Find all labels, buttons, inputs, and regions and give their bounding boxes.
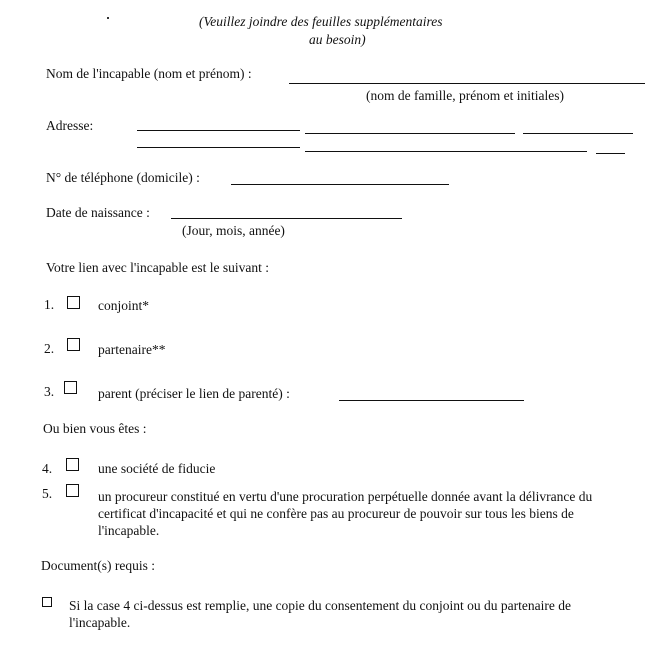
option-2-checkbox[interactable] [67, 338, 80, 351]
address-field-3[interactable] [523, 133, 633, 134]
address-field-6[interactable] [596, 153, 625, 154]
option-3-number: 3. [44, 384, 55, 399]
option-5-checkbox[interactable] [66, 484, 79, 497]
option-3-label: parent (préciser le lien de parenté) : [98, 386, 290, 401]
document-item-text: Si la case 4 ci-dessus est remplie, une copie du consentement du conjoint ou du partenaire de l'incapable. [69, 598, 571, 630]
option-2-number: 2. [44, 341, 55, 356]
option-1-label: conjoint* [98, 298, 149, 313]
birth-field[interactable] [171, 218, 402, 219]
option-5-label: un procureur constitué en vertu d'une procuration perpétuelle donnée avant la délivrance du certificat d'incapacité et qui ne confère pas au procureur de pouvoir sur tous les biens de l'incapable. [98, 489, 593, 538]
address-field-2[interactable] [305, 133, 515, 134]
birth-label: Date de naissance : [46, 205, 150, 220]
relation-intro: Votre lien avec l'incapable est le suivant : [46, 260, 269, 275]
address-field-5[interactable] [305, 151, 587, 152]
name-field[interactable] [289, 83, 645, 84]
option-3-checkbox[interactable] [64, 381, 77, 394]
document-checkbox[interactable] [42, 597, 52, 607]
header-line-2: au besoin) [309, 32, 366, 47]
option-1-number: 1. [44, 297, 55, 312]
option-4-label: une société de fiducie [98, 461, 216, 476]
kinship-field[interactable] [339, 400, 524, 401]
address-field-4[interactable] [137, 147, 300, 148]
birth-hint: (Jour, mois, année) [182, 223, 285, 238]
documents-title: Document(s) requis : [41, 558, 155, 573]
phone-field[interactable] [231, 184, 449, 185]
name-hint: (nom de famille, prénom et initiales) [366, 88, 564, 103]
option-2-label: partenaire** [98, 342, 166, 357]
option-5-number: 5. [42, 486, 53, 501]
phone-label: N° de téléphone (domicile) : [46, 170, 200, 185]
option-4-checkbox[interactable] [66, 458, 79, 471]
address-label: Adresse: [46, 118, 94, 133]
or-intro: Ou bien vous êtes : [43, 421, 147, 436]
name-label: Nom de l'incapable (nom et prénom) : [46, 66, 252, 81]
scan-mark [107, 17, 109, 19]
address-field-1[interactable] [137, 130, 300, 131]
option-1-checkbox[interactable] [67, 296, 80, 309]
header-line-1: (Veuillez joindre des feuilles supplémentaires [199, 14, 443, 29]
option-4-number: 4. [42, 461, 53, 476]
